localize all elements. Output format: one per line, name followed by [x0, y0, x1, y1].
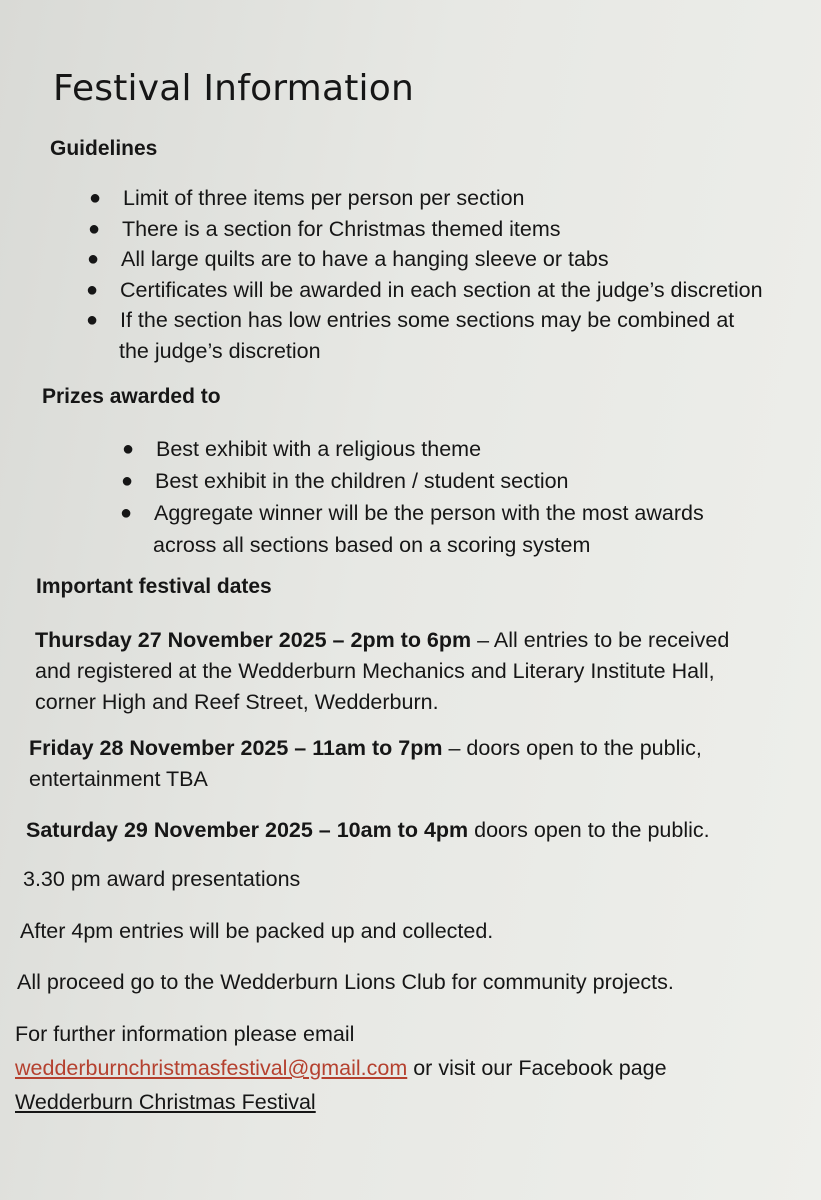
thursday-entry: Thursday 27 November 2025 – 2pm to 6pm – All entries to be received and registered at the Wedderburn Mechanics and Literary Institute Hall, corner High and Reef Street, Wedderburn. — [35, 628, 730, 714]
bullet-icon: ● — [121, 470, 134, 492]
bullet-icon: ● — [86, 278, 99, 301]
list-item-continuation: across all sections based on a scoring system — [153, 533, 591, 557]
prizes-heading: Prizes awarded to — [42, 385, 221, 408]
list-item-continuation: the judge’s discretion — [119, 338, 321, 363]
facebook-page-link[interactable]: Wedderburn Christmas Festival — [15, 1090, 316, 1114]
list-item: ● If the section has low entries some sections may be combined at — [120, 305, 763, 336]
packup-note: After 4pm entries will be packed up and collected. — [20, 919, 494, 943]
bullet-icon: ● — [87, 248, 100, 270]
friday-entry: Friday 28 November 2025 – 11am to 7pm – doors open to the public, entertainment TBA — [29, 736, 702, 791]
list-item: ● Certificates will be awarded in each section at the judge’s discretion — [120, 275, 763, 306]
bullet-icon: ● — [89, 187, 102, 209]
bullet-icon: ● — [120, 502, 133, 524]
guidelines-list — [0, 183, 763, 366]
list-item: ● There is a section for Christmas themed items — [122, 214, 765, 245]
bullet-icon: ● — [86, 309, 99, 331]
friday-date: Friday 28 November 2025 – 11am to 7pm — [29, 736, 443, 760]
bullet-icon: ● — [122, 438, 135, 460]
saturday-date: Saturday 29 November 2025 – 10am to 4pm — [26, 818, 469, 842]
list-item: ● Limit of three items per person per section — [123, 183, 766, 214]
proceeds-note: All proceed go to the Wedderburn Lions Club for community projects. — [17, 970, 674, 994]
list-item: ● Best exhibit in the children / student section — [155, 465, 705, 497]
thursday-date: Thursday 27 November 2025 – 2pm to 6pm — [35, 628, 472, 652]
dates-heading: Important festival dates — [36, 575, 272, 598]
page-title: Festival Information — [53, 68, 414, 109]
list-item: ● Aggregate winner will be the person with the most awards — [154, 497, 704, 529]
award-presentations-note: 3.30 pm award presentations — [23, 867, 301, 891]
saturday-entry: Saturday 29 November 2025 – 10am to 4pm doors open to the public. — [26, 818, 710, 842]
list-item: ● Best exhibit with a religious theme — [156, 433, 706, 465]
guidelines-heading: Guidelines — [50, 137, 158, 160]
prizes-list — [0, 433, 704, 561]
contact-block: For further information please email wedderburnchristmasfestival@gmail.com or visit our Facebook page Wedderburn Christmas Festival — [15, 1022, 667, 1114]
bullet-icon: ● — [88, 217, 101, 240]
list-item: ● All large quilts are to have a hanging sleeve or tabs — [121, 244, 764, 275]
email-link[interactable]: wedderburnchristmasfestival@gmail.com — [15, 1056, 408, 1080]
